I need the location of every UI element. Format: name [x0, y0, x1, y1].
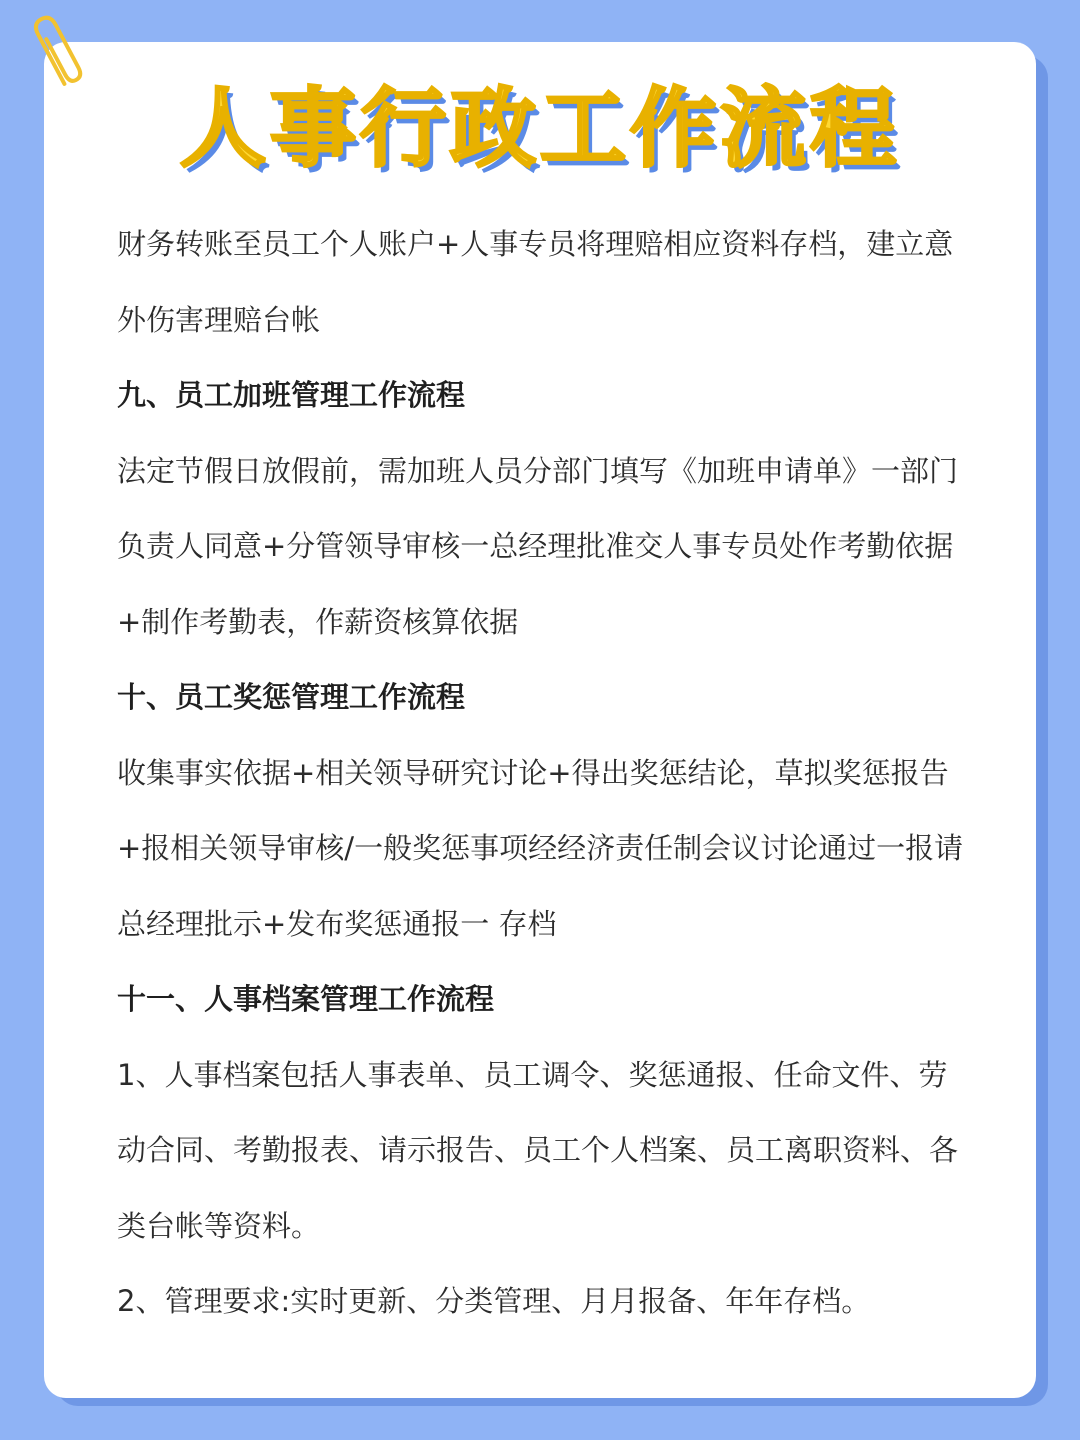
paragraph-claim-archive: 财务转账至员工个人账户+人事专员将理赔相应资料存档，建立意外伤害理赔台帐: [117, 227, 954, 337]
heading-rewards: 十、员工奖惩管理工作流程: [117, 680, 466, 714]
document-body: [117, 207, 967, 1340]
paragraph-archives-requirements: 2、管理要求:实时更新、分类管理、月月报备、年年存档。: [117, 1284, 871, 1318]
page-title: 人事行政工作流程: [180, 79, 900, 179]
paragraph-overtime: 法定节假日放假前，需加班人员分部门填写《加班申请单》一部门负责人同意+分管领导审核一总经理批准交人事专员处作考勤依据+制作考勤表，作薪资核算依据: [117, 453, 959, 639]
paragraph-archives-scope: 1、人事档案包括人事表单、员工调令、奖惩通报、任命文件、劳动合同、考勤报表、请示报告、员工个人档案、员工离职资料、各类台帐等资料。: [117, 1057, 959, 1243]
heading-archives: 十一、人事档案管理工作流程: [117, 982, 495, 1016]
paragraph-rewards: 收集事实依据+相关领导研究讨论+得出奖惩结论，草拟奖惩报告+报相关领导审核/一般奖惩事项经经济责任制会议讨论通过一报请总经理批示+发布奖惩通报一 存档: [117, 755, 964, 941]
heading-overtime: 九、员工加班管理工作流程: [117, 378, 466, 412]
